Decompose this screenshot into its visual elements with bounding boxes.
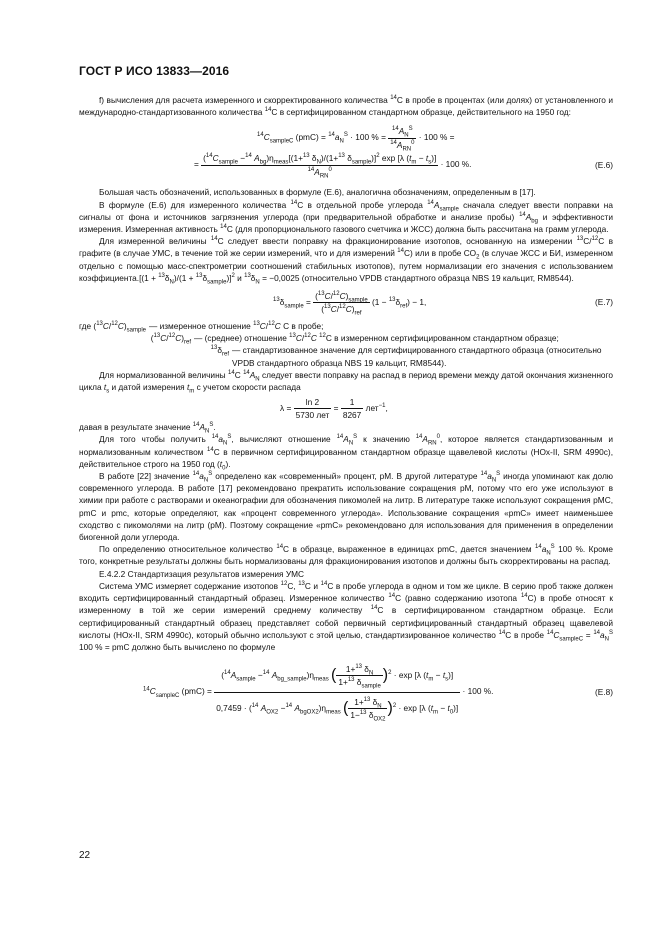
body-text (79, 94, 613, 727)
paragraph-fractionation: Для измеренной величины $^{14}$С следует ввести поправку на фракционирование изотопов, основанную на измерении $^{13}$C/$^{12}$С в графите (в случае УМС, в течение той же серии измерений, что и для измерений $^{14}$С) или в пробе $СО_2$ (в случае ЖСС и БИ, измеренном отдельно с помощью масс-спектрометрии соотношений стабильных изотопов), путем нормализации его значения с использованием коэффициента.[(1 + $^{13}\delta_N)/(1 + ^{13}\delta_{sample})]^2$ и $^{13}\delta_N = -0,0025$ (относительно VPDB стандартного образца NBS 19 кальцит, RM8544). (79, 236, 613, 286)
paragraph-give-value: давая в результате значение $^{14}A_N^S$. (79, 422, 216, 435)
page-number: 22 (79, 850, 91, 861)
formula-lambda: λ = $\frac{\ln 2}{\text{5730 лет}}$ = $\frac{1}{8267}$ лет$^{-1}$, (280, 397, 388, 421)
equation-number-e8: (Е.8) (595, 687, 613, 698)
equation-number-e7: (Е.7) (595, 296, 613, 307)
paragraph-decay: Для нормализованной величины $^{14}$С $^{14}A_N$ следует ввести поправку на распад в период времени между датой окончания жизненного цикла $t_s$ и датой измерения $t_m$ с учетом скорости распада (79, 369, 613, 395)
formula-e8: $^{14}C_{sampleC}$ (pmC) = ($^{14}A_{sample} -^{14}$ $A_{bg\_sample})\eta_{meas}$ ( $\frac{1+^{13} \delta_N}{1+^{13} \delta_{sample}}$ )$^2$ · exp [λ $(t_m - t_s)$] 0,7459 · ($^{14}$ $A_{OX2} -^{14}$ $A_{bgOX2})\eta_{meas}$ ( $\frac{1+^{13} \delta_N}{1-^{13} \delta_{OX2}}$ )$^2$ · exp [λ $(t_m - t_0)$] · 100 %. (Е.8) (143, 664, 613, 723)
definition-ratio-sample: где $(^{13}C/^{12}C)_{sample}$ — измеренное отношение $^{13}$C/$^{12}$C С в пробе; (79, 321, 324, 334)
section-heading-e422: Е.4.2.2 Стандартизация результатов измерения УМС (99, 568, 305, 579)
definition-delta-ref: $^{13}\delta_{ref}$ — стандартизованное значение для сертифицированного стандартного образца (относительно VPDB стандартного образца NBS 19 кальцит, RM8544). (210, 345, 602, 368)
equation-number-e6: (Е.6) (595, 160, 613, 171)
paragraph-obtain: Для того чтобы получить $^{14}a_N^S$, вычисляют отношение $^{14}A_N^S$ к значению $^{14}A_{RN}^0$, которое является стандартизованным и нормализованным количеством $^{14}$С в первичном сертифицированном стандартном образце щавелевой кислоты (HOx-II, SRM 4990c), действительное строго на 1950 год $(t_0)$. (79, 434, 614, 472)
paragraph-ams: Система УМС измеряет содержание изотопов $^{12}$С, $^{13}$С и $^{14}$С в пробе углерода в одном и том же цикле. В серию проб также должен входить сертифицированный стандартный образец. Измеренное количество $^{14}$С (равно содержанию изотопа $^{14}$С) в пробе относят к измеренному в той же серии измерений среднему количеству $^{14}$С в сертифицированном стандартном образце. Если сертифицированный стандартный образец представляет собой первичный сертифицированный стандартный образец щавелевой кислоты (HOx-II, SRM 4990c), который обычно используют с этой целью, стандартизированное количество $^{14}$С в пробе $^{14}C_{sampleC} = ^{14}a_N^S$ 100 % = pmC должно быть вычислено по формуле (79, 580, 613, 652)
paragraph-definition: По определению относительное количество $^{14}$С в образце, выраженное в единицах pmC, дается значением $^{14}a_N^S$ 100 %. Кроме того, конкретные результаты должны быть нормализованы для фракционирования изотопов и должны быть скорректированы на распад. (79, 544, 613, 567)
formula-e6-line1: $^{14}C_{sampleC}$ $(pmC) = ^{14}a_N^S \cdot 100$ % = $\frac{^{14}A_N^S}{^{14}A_{RN}^0}$ · 100 % = (257, 126, 455, 153)
definition-ratio-ref: $(^{13}C/^{12}C)_{ref}$ — (среднее) отношение $^{13}$C/$^{12}$C $^{12}$С в измеренном сертифицированном стандартном образце; (150, 333, 559, 346)
paragraph-notation: Большая часть обозначений, использованных в формуле (Е.6), аналогична обозначениям, определенным в [17]. (99, 187, 536, 198)
running-header: ГОСТ Р ИСО 13833—2016 (79, 64, 230, 78)
paragraph-pmc: В работе [22] значение $^{14}a_N^S$ определено как «современный» процент, рМ. В другой литературе $^{14}a_N^S$ иногда упоминают как долю современного углерода. В работе [17] рекомендовано прекратить использование сокращения рМ, потому что его уже используют в химии при работе с растворами и океанографии для обозначения пикомолей на литр. В литературе также используют сокращения pMC, pmC и pmc, которые определяют, как «процент современного углерода». Использование сокращения «pmC» имеет наименьшее сходство с пикомолями на литр (рМ). Поэтому сокращение «pmC» рекомендовано для использования для применения в определении биогенной доли углерода. (79, 471, 614, 543)
paragraph-f: f) вычисления для расчета измеренного и скорректированного количества $^{14}$С в пробе в процентах (или долях) от установленного и международно-стандартизованного количества $^{14}$С в сертифицированном стандартном образце, действительного на 1950 год: (79, 95, 614, 118)
paragraph-e6-corrections: В формуле (Е.6) для измеренного количества $^{14}$С в отдельной пробе углерода $^{14}A_{sample}$ сначала следует ввести поправки на сигналы от фона и источников загрязнения углерода (при предварительной обработке и анализе пробы) $^{14}A_{bg}$ и эффективности измерения. Измеренная активность $^{14}$С (для пропорционального газового счетчика и ЖСС) должна быть рассчитана на грамм углерода. (79, 199, 613, 235)
formula-e6-line2: = ($^{14}C_{sample} -^{14}$ $A_{bg})\eta_{meas}[(1+^{13}$ $\delta_N)/(1+^{13}$ $\delta_{sample})]^2$ exp [λ $(t_m - t_s)$] $^{14}A_{RN}^0$ · 100 %. (Е.6) (194, 153, 613, 180)
formula-e7: $^{13}\delta_{sample}$ = $\frac{(^{13}C/^{12}C)_{sample}}{(^{13}C/^{12}C)_{ref}}$ $(1 - ^{13}\delta_{ref}) - 1$, (Е.7) (273, 291, 613, 317)
